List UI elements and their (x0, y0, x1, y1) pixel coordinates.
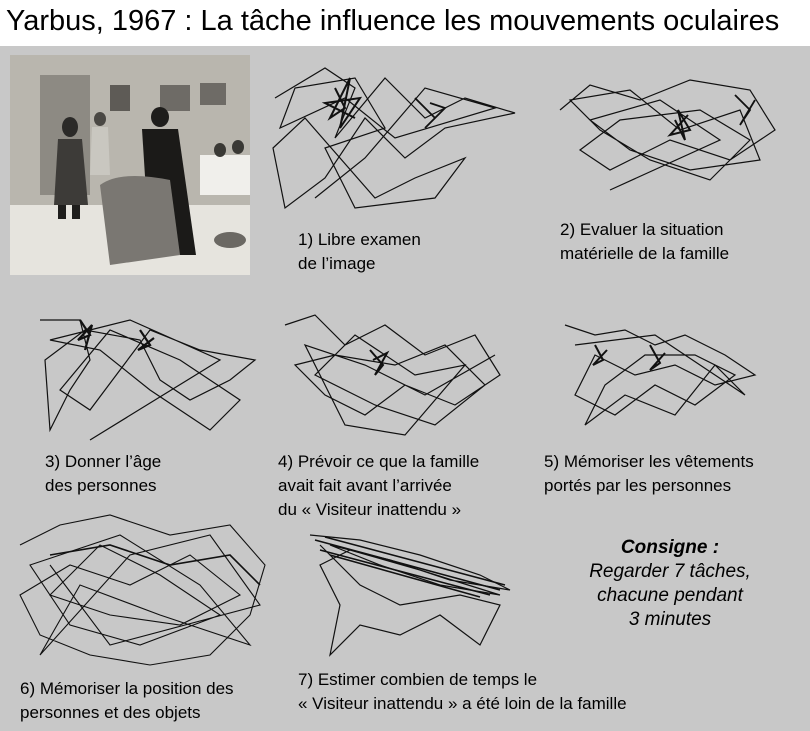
caption-3-line-1: 3) Donner l’âge (45, 452, 162, 471)
caption-2 (560, 218, 729, 266)
caption-5-line-1: 5) Mémoriser les vêtements (544, 452, 754, 471)
caption-4-line-2: avait fait avant l’arrivée (278, 476, 452, 495)
scanpath-4-image (275, 305, 510, 445)
caption-3-line-2: des personnes (45, 476, 157, 495)
caption-6 (20, 677, 234, 725)
consigne-line-1: Regarder 7 tâches, (589, 561, 751, 582)
consigne-line-2: chacune pendant (597, 585, 743, 606)
caption-1 (298, 228, 421, 276)
caption-4 (278, 450, 479, 522)
caption-5-line-2: portés par les personnes (544, 476, 732, 495)
consigne-box (550, 536, 790, 632)
painting-image (10, 55, 250, 275)
consigne-line-3: 3 minutes (628, 609, 712, 630)
scanpath-7-image (300, 525, 520, 665)
caption-3 (45, 450, 161, 498)
scanpath-3-image (30, 300, 265, 445)
caption-2-line-1: 2) Evaluer la situation (560, 220, 724, 239)
caption-7 (298, 668, 627, 716)
scanpath-5-image (555, 315, 770, 440)
caption-7-line-2: « Visiteur inattendu » a été loin de la famille (298, 694, 627, 713)
caption-6-line-1: 6) Mémoriser la position des (20, 679, 234, 698)
caption-1-line-1: 1) Libre examen (298, 230, 421, 249)
scanpath-2-image (550, 70, 780, 200)
caption-7-line-1: 7) Estimer combien de temps le (298, 670, 538, 689)
caption-4-line-3: du « Visiteur inattendu » (278, 500, 462, 519)
scanpath-1-image (265, 58, 525, 213)
consigne-heading: Consigne : (620, 537, 720, 558)
caption-4-line-1: 4) Prévoir ce que la famille (278, 452, 480, 471)
caption-6-line-2: personnes et des objets (20, 703, 201, 722)
caption-1-line-2: de l’image (298, 254, 376, 273)
caption-2-line-2: matérielle de la famille (560, 244, 730, 263)
scanpath-6-image (10, 505, 275, 675)
caption-5 (544, 450, 754, 498)
slide-title: Yarbus, 1967 : La tâche influence les mouvements oculaires (6, 5, 780, 37)
